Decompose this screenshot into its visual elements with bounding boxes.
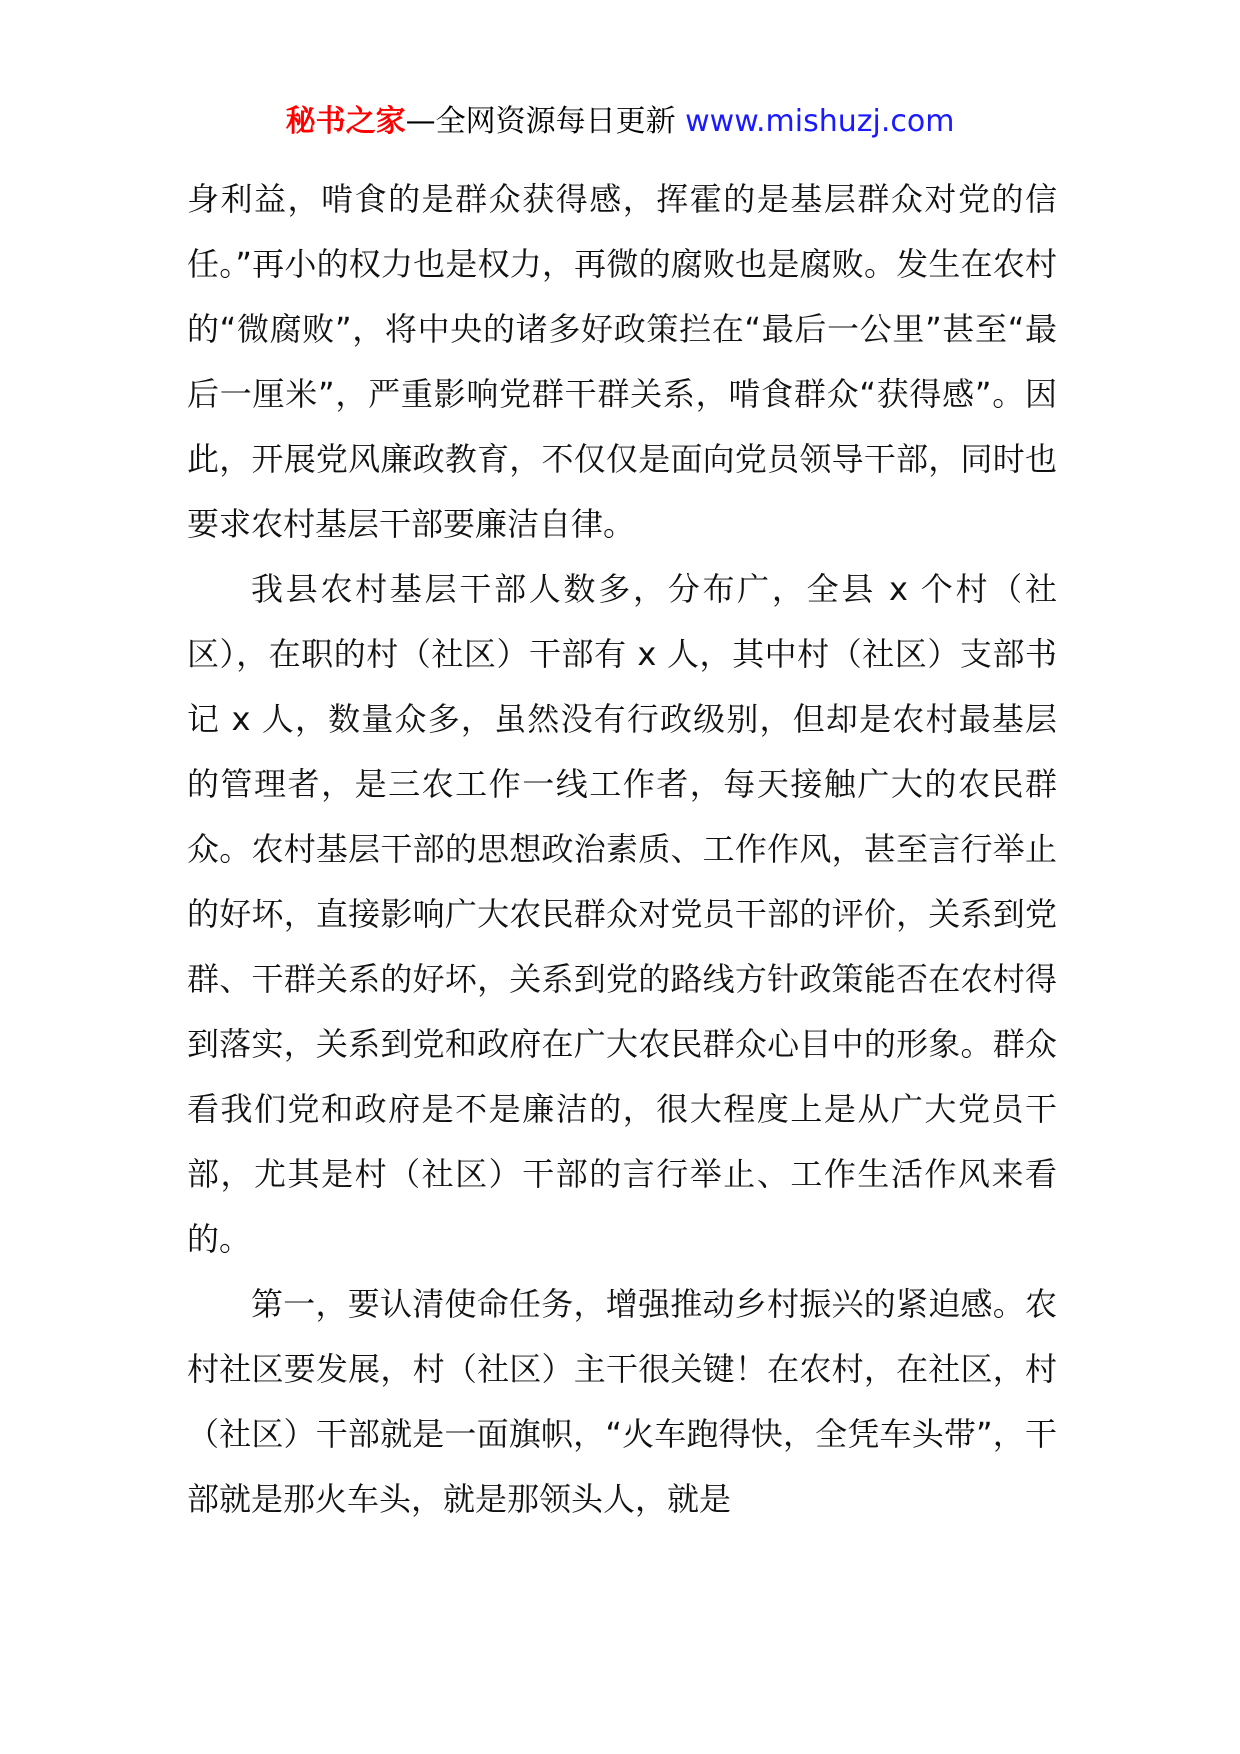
paragraph-rural-cadres: 我县农村基层干部人数多，分布广，全县 x 个村（社区），在职的村（社区）干部有 x 人，其中村（社区）支部书记 x 人，数量众多，虽然没有行政级别，但却是农村最基层的管理者，是三农工作一线工作者，每天接触广大的农民群众。农村基层干部的思想政治素质、工作作风，甚至言行举止的好坏，直接影响广大农民群众对党员干部的评价，关系到党群、干群关系的好坏，关系到党的路线方针政策能否在农村得到落实，关系到党和政府在广大农民群众心目中的形象。群众看我们党和政府是不是廉洁的，很大程度上是从广大党员干部，尤其是村（社区）干部的言行举止、工作生活作风来看的。	[187, 570, 1057, 1258]
site-slogan: —全网资源每日更新	[405, 104, 676, 139]
site-header	[0, 100, 1240, 144]
site-brand: 秘书之家	[285, 104, 406, 139]
document-body	[187, 167, 1057, 1532]
site-url-link[interactable]: www.mishuzj.com	[685, 104, 955, 139]
paragraph-continuation: 身利益，啃食的是群众获得感，挥霍的是基层群众对党的信任。”再小的权力也是权力，再微的腐败也是腐败。发生在农村的“微腐败”，将中央的诸多好政策拦在“最后一公里”甚至“最后一厘米”，严重影响党群干群关系，啃食群众“获得感”。因此，开展党风廉政教育，不仅仅是面向党员领导干部，同时也要求农村基层干部要廉洁自律。	[187, 180, 1057, 543]
paragraph-first-point: 第一，要认清使命任务，增强推动乡村振兴的紧迫感。农村社区要发展，村（社区）主干很关键！在农村，在社区，村（社区）干部就是一面旗帜，“火车跑得快，全凭车头带”，干部就是那火车头，就是那领头人，就是	[187, 1285, 1057, 1518]
